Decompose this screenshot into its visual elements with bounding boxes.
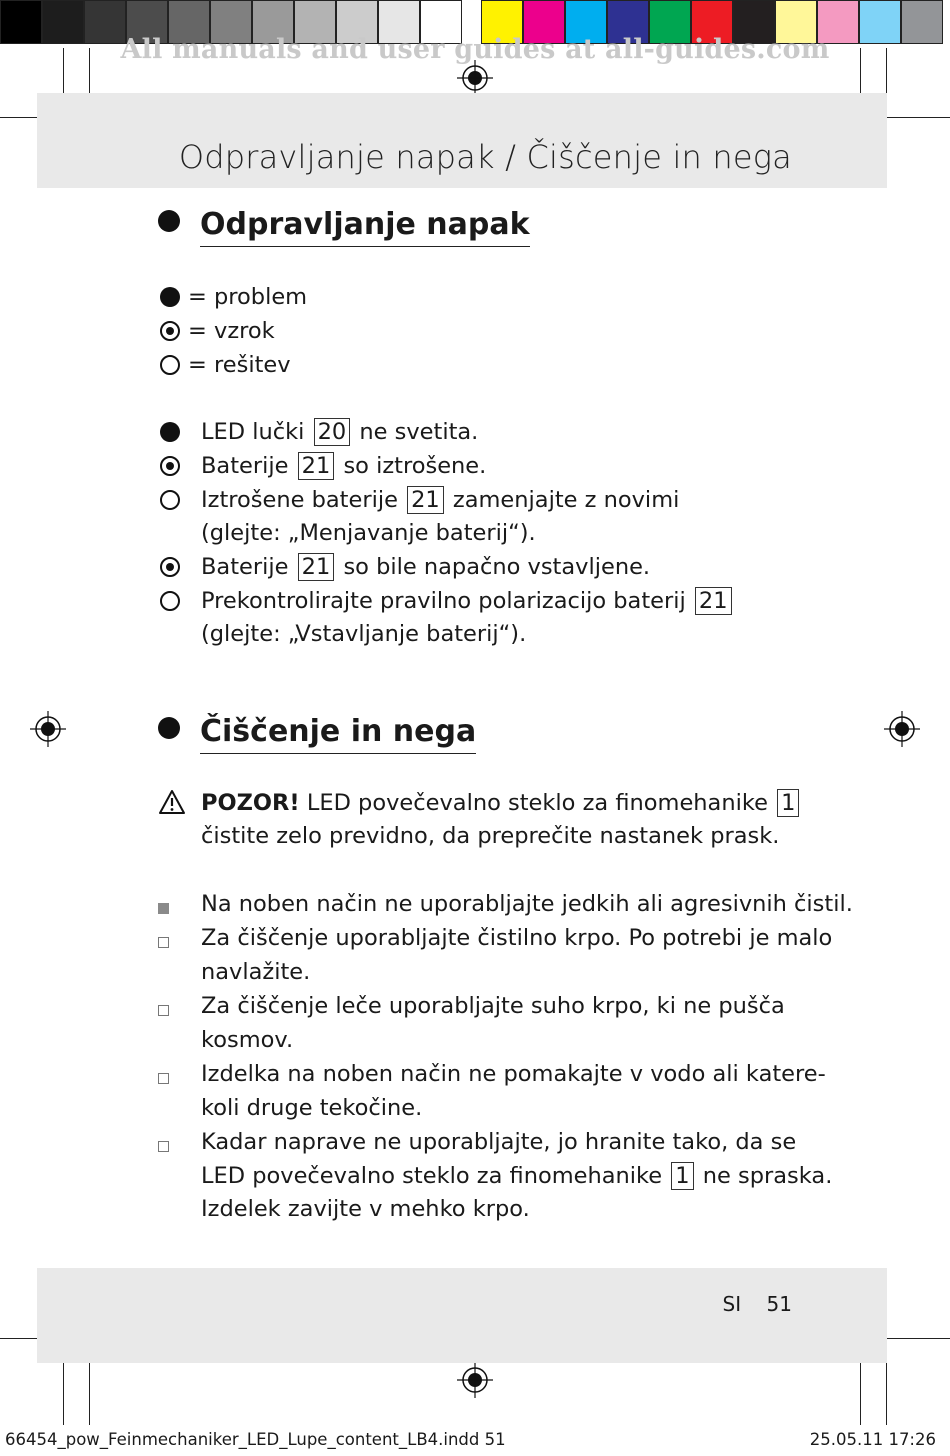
warning-triangle-icon [158, 789, 186, 815]
crop-mark [89, 1360, 90, 1425]
troubleshooting-item: Iztrošene baterije 21 zamenjajte z novimi [201, 487, 680, 513]
open-circle-icon [160, 355, 180, 375]
troubleshooting-item: Prekontrolirajte pravilno polarizacijo baterij 21 [201, 587, 734, 615]
cleaning-item-continuation: navlažite. [201, 959, 311, 985]
warning-text: POZOR! LED povečevalno steklo za finomehanike 1 [201, 789, 801, 817]
page-title: Odpravljanje napak / Čiščenje in nega [178, 138, 792, 176]
section-heading-cleaning [158, 714, 476, 754]
open-circle-icon [160, 591, 180, 611]
target-circle-icon [160, 456, 180, 476]
part-reference: 21 [298, 452, 335, 480]
troubleshooting-item-continuation: (glejte: „Menjavanje baterij“). [201, 520, 536, 546]
square-bullet-icon [158, 903, 169, 914]
cleaning-item-continuation: kosmov. [201, 1027, 294, 1053]
legend-solution: = rešitev [188, 352, 291, 378]
warning-label: POZOR! [201, 790, 300, 816]
part-reference: 1 [777, 789, 799, 817]
registration-mark-icon [457, 60, 493, 96]
cleaning-item-continuation: koli druge tekočine. [201, 1095, 423, 1121]
part-reference: 1 [671, 1162, 693, 1190]
part-reference: 20 [314, 418, 351, 446]
watermark: All manuals and user guides at all-guides.com [120, 34, 830, 65]
crop-mark [886, 1360, 887, 1425]
crop-mark [89, 48, 90, 98]
crop-mark [886, 48, 887, 98]
section-heading-troubleshooting [158, 207, 530, 247]
bullet-dot-icon [158, 210, 180, 232]
section-heading-text: Čiščenje in nega [200, 714, 476, 754]
cleaning-item-continuation: Izdelek zavijte v mehko krpo. [201, 1196, 530, 1222]
legend-cause: = vzrok [188, 318, 275, 344]
warning-text-continuation: čistite zelo previdno, da preprečite nastanek prask. [201, 823, 780, 849]
square-bullet-icon [158, 1073, 169, 1084]
target-circle-icon [160, 557, 180, 577]
troubleshooting-item-continuation: (glejte: „Vstavljanje baterij“). [201, 621, 527, 647]
page-footer [723, 1292, 792, 1316]
crop-mark [63, 1360, 64, 1425]
filled-circle-icon [160, 287, 180, 307]
crop-mark [860, 48, 861, 98]
square-bullet-icon [158, 937, 169, 948]
registration-mark-icon [30, 711, 66, 747]
registration-mark-icon [457, 1362, 493, 1398]
part-reference: 21 [407, 486, 444, 514]
part-reference: 21 [695, 587, 732, 615]
registration-mark-icon [884, 711, 920, 747]
cleaning-item: Za čiščenje leče uporabljajte suho krpo, ki ne pušča [201, 993, 785, 1019]
crop-mark [63, 48, 64, 98]
cleaning-item: Izdelka na noben način ne pomakajte v vodo ali katere- [201, 1061, 826, 1087]
square-bullet-icon [158, 1141, 169, 1152]
cleaning-item: Kadar naprave ne uporabljajte, jo hranite tako, da se [201, 1129, 797, 1155]
part-reference: 21 [298, 553, 335, 581]
square-bullet-icon [158, 1005, 169, 1016]
crop-mark [880, 117, 950, 118]
troubleshooting-item: Baterije 21 so iztrošene. [201, 453, 487, 479]
section-heading-text: Odpravljanje napak [200, 207, 530, 247]
target-circle-icon [160, 321, 180, 341]
crop-mark [860, 1360, 861, 1425]
troubleshooting-item: Baterije 21 so bile napačno vstavljene. [201, 554, 651, 580]
language-code: SI [722, 1292, 742, 1316]
troubleshooting-item: LED lučki 20 ne svetita. [201, 419, 479, 445]
slug-datetime: 25.05.11 17:26 [809, 1430, 936, 1449]
cleaning-item: Na noben način ne uporabljajte jedkih ali agresivnih čistil. [201, 891, 853, 917]
slug-filename: 66454_pow_Feinmechaniker_LED_Lupe_content_LB4.indd 51 [5, 1430, 506, 1449]
legend-problem: = problem [188, 284, 308, 310]
cleaning-item: Za čiščenje uporabljajte čistilno krpo. Po potrebi je malo [201, 925, 833, 951]
bullet-dot-icon [158, 717, 180, 739]
filled-circle-icon [160, 422, 180, 442]
cleaning-item-continuation: LED povečevalno steklo za finomehanike 1 ne spraska. [201, 1163, 833, 1189]
crop-mark [880, 1338, 950, 1339]
open-circle-icon [160, 490, 180, 510]
page-number: 51 [766, 1292, 792, 1316]
